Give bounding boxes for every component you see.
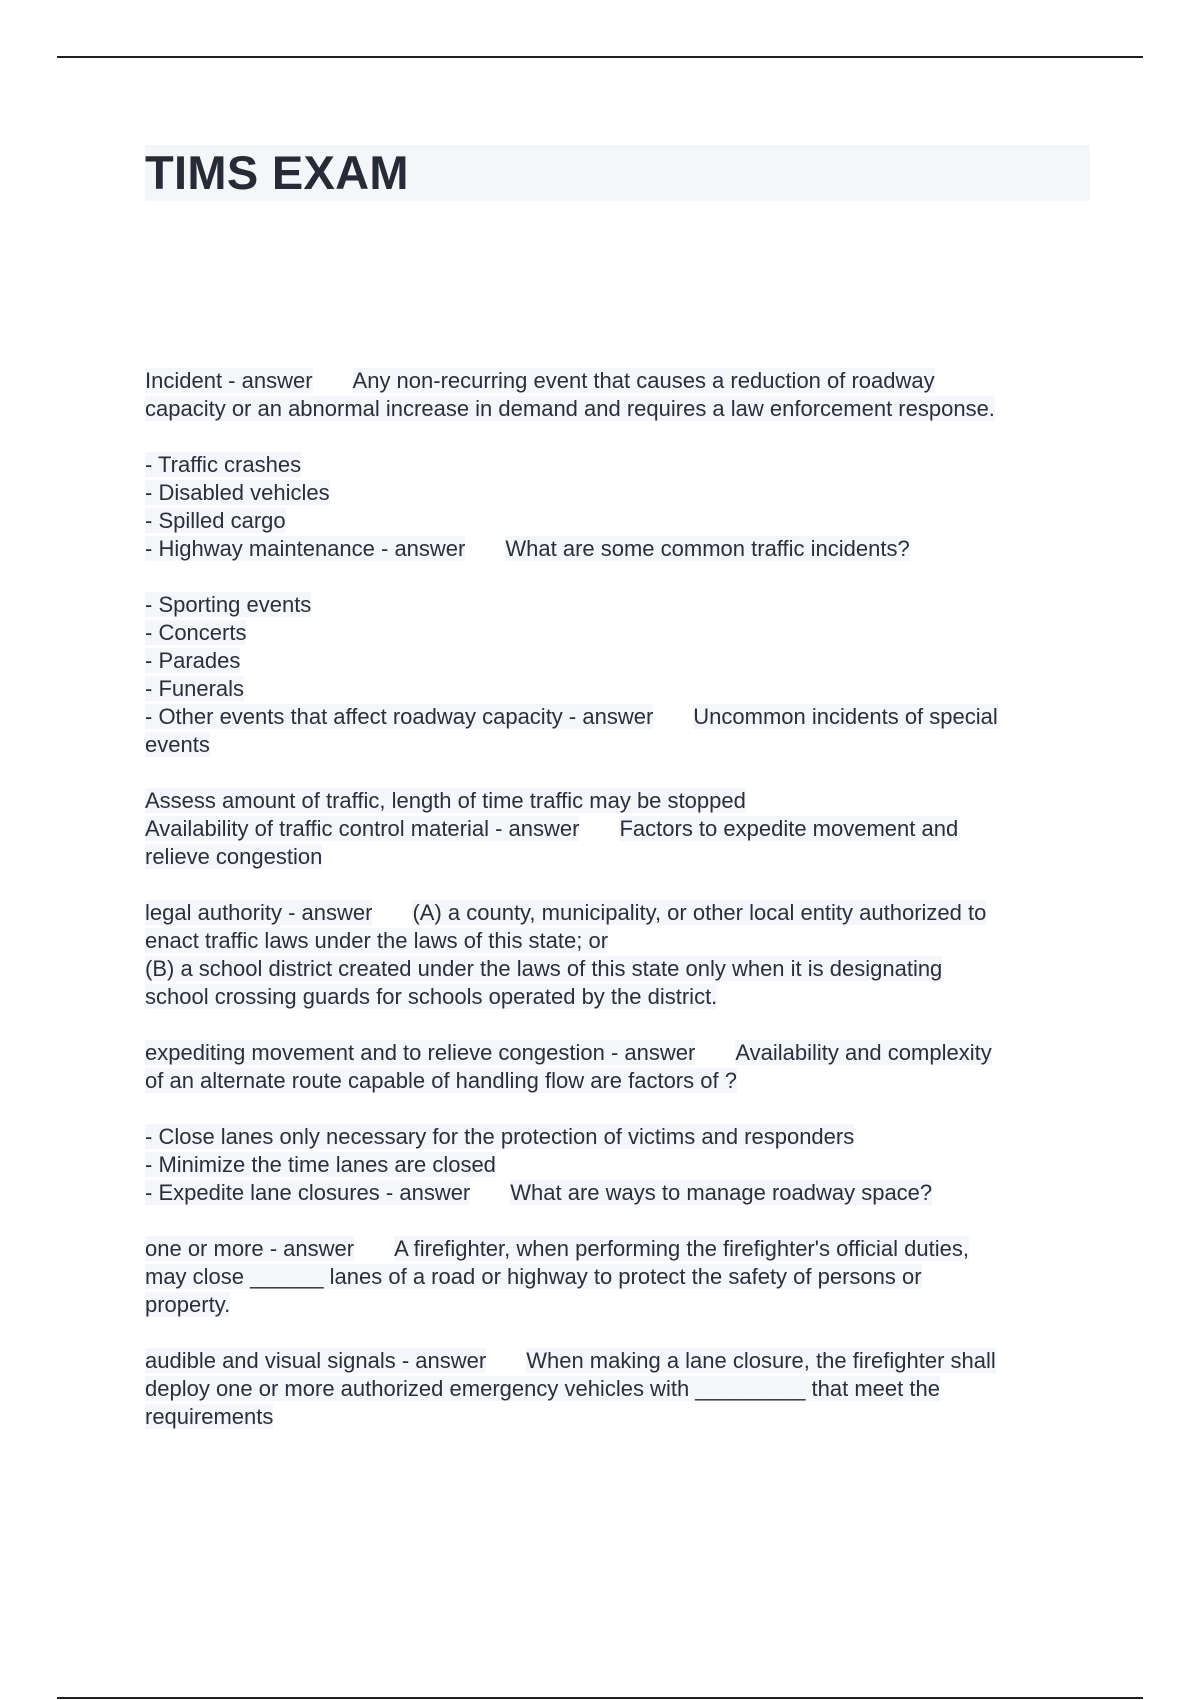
text-line <box>145 1039 1100 1067</box>
line-text: enact traffic laws under the laws of this state; or <box>145 928 609 953</box>
line-text: Incident - answer <box>145 368 313 393</box>
text-line <box>145 535 1100 563</box>
text-line <box>145 1067 1100 1095</box>
text-line <box>145 955 1100 983</box>
flashcard-block <box>145 367 1100 423</box>
line-text-definition: What are ways to manage roadway space? <box>510 1180 933 1205</box>
line-text-definition: Availability and complexity <box>735 1040 992 1065</box>
line-text-definition: Factors to expedite movement and <box>619 816 959 841</box>
top-divider <box>57 56 1143 58</box>
line-text: requirements <box>145 1404 274 1429</box>
flashcard-block <box>145 787 1100 871</box>
line-text: school crossing guards for schools operated by the district. <box>145 984 718 1009</box>
line-text: - Highway maintenance - answer <box>145 536 466 561</box>
flashcard-block <box>145 451 1100 563</box>
flashcard-block <box>145 1039 1100 1095</box>
line-text: - Funerals <box>145 676 245 701</box>
line-text-definition: Uncommon incidents of special <box>693 704 998 729</box>
text-line <box>145 1123 1100 1151</box>
flashcard-block <box>145 1347 1100 1431</box>
text-line <box>145 1179 1100 1207</box>
line-text: events <box>145 732 210 757</box>
line-text-definition: (A) a county, municipality, or other local entity authorized to <box>412 900 987 925</box>
document-title: TIMS EXAM <box>145 145 1090 201</box>
line-text: legal authority - answer <box>145 900 373 925</box>
flashcard-list <box>145 367 1100 1459</box>
flashcard-block <box>145 591 1100 759</box>
text-line <box>145 1375 1100 1403</box>
line-text: deploy one or more authorized emergency vehicles with _________ that meet the <box>145 1376 940 1401</box>
line-text: Availability of traffic control material - answer <box>145 816 580 841</box>
line-text: relieve congestion <box>145 844 323 869</box>
line-text-definition: Any non-recurring event that causes a reduction of roadway <box>352 368 935 393</box>
line-text: one or more - answer <box>145 1236 355 1261</box>
line-text: of an alternate route capable of handling flow are factors of ? <box>145 1068 737 1093</box>
text-line <box>145 367 1100 395</box>
line-text: - Minimize the time lanes are closed <box>145 1152 496 1177</box>
flashcard-block <box>145 1123 1100 1207</box>
line-text: Assess amount of traffic, length of time traffic may be stopped <box>145 788 746 813</box>
text-line <box>145 619 1100 647</box>
line-text: - Other events that affect roadway capacity - answer <box>145 704 654 729</box>
line-text-definition: When making a lane closure, the firefighter shall <box>526 1348 996 1373</box>
text-line <box>145 843 1100 871</box>
text-line <box>145 815 1100 843</box>
line-text: property. <box>145 1292 231 1317</box>
line-text-definition: What are some common traffic incidents? <box>505 536 910 561</box>
line-text: audible and visual signals - answer <box>145 1348 487 1373</box>
text-line <box>145 731 1100 759</box>
flashcard-block <box>145 899 1100 1011</box>
line-text: (B) a school district created under the laws of this state only when it is designating <box>145 956 943 981</box>
line-text: - Traffic crashes <box>145 452 302 477</box>
flashcard-block <box>145 1235 1100 1319</box>
line-text: - Spilled cargo <box>145 508 286 533</box>
line-text: - Expedite lane closures - answer <box>145 1180 471 1205</box>
text-line <box>145 591 1100 619</box>
text-line <box>145 479 1100 507</box>
text-line <box>145 1403 1100 1431</box>
text-line <box>145 1151 1100 1179</box>
text-line <box>145 507 1100 535</box>
text-line <box>145 1263 1100 1291</box>
text-line <box>145 1235 1100 1263</box>
line-text: expediting movement and to relieve congestion - answer <box>145 1040 696 1065</box>
text-line <box>145 899 1100 927</box>
text-line <box>145 1347 1100 1375</box>
text-line <box>145 451 1100 479</box>
text-line <box>145 787 1100 815</box>
text-line <box>145 927 1100 955</box>
text-line <box>145 647 1100 675</box>
line-text: capacity or an abnormal increase in demand and requires a law enforcement response. <box>145 396 995 421</box>
text-line <box>145 1291 1100 1319</box>
bottom-divider <box>57 1697 1143 1699</box>
text-line <box>145 395 1100 423</box>
text-line <box>145 675 1100 703</box>
line-text: - Sporting events <box>145 592 312 617</box>
text-line <box>145 703 1100 731</box>
line-text: - Parades <box>145 648 241 673</box>
line-text: - Concerts <box>145 620 247 645</box>
line-text: - Close lanes only necessary for the protection of victims and responders <box>145 1124 855 1149</box>
text-line <box>145 983 1100 1011</box>
line-text: may close ______ lanes of a road or highway to protect the safety of persons or <box>145 1264 922 1289</box>
line-text-definition: A firefighter, when performing the firefighter's official duties, <box>394 1236 969 1261</box>
line-text: - Disabled vehicles <box>145 480 330 505</box>
